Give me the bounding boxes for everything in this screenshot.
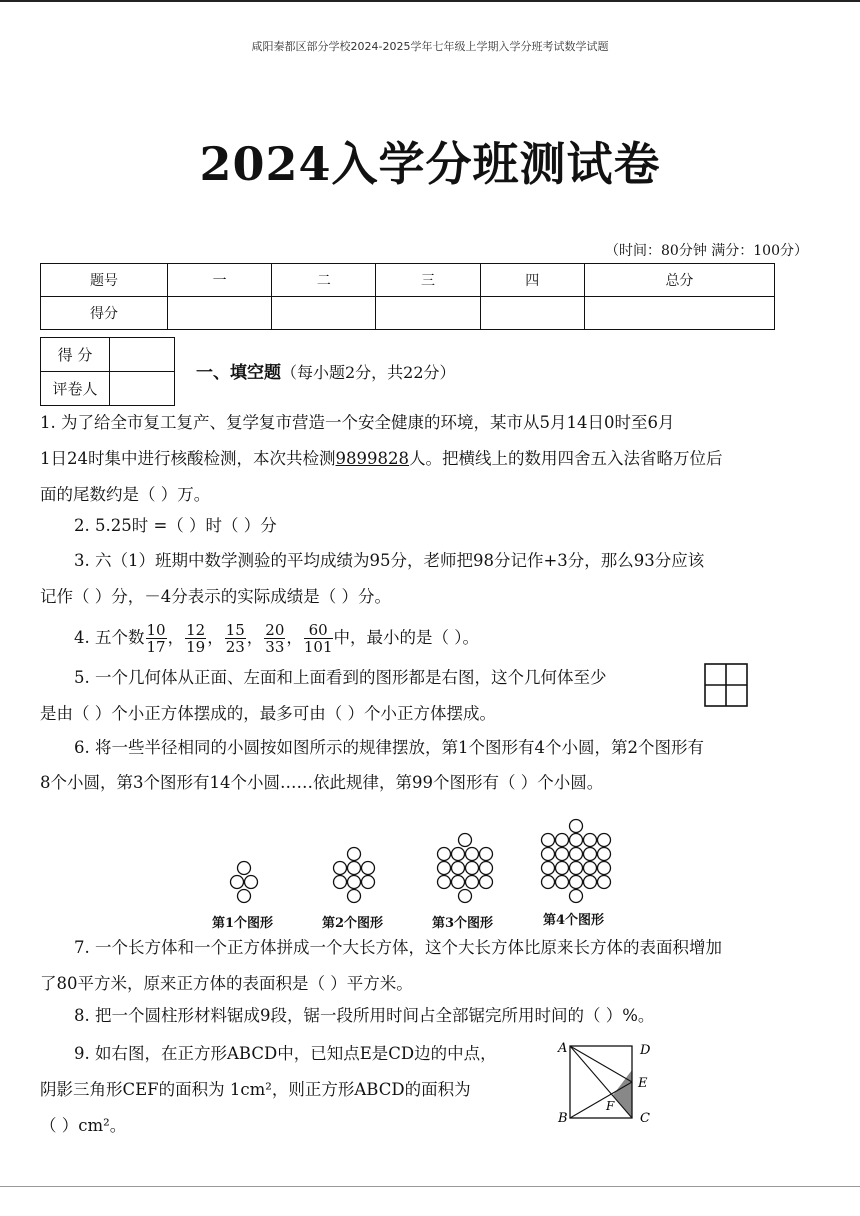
- q6-fig-label-3: 第3个图形: [432, 916, 494, 931]
- q4: 4. 五个数 $\frac{10}{17}$ ， $\frac{12}{19}$ ， $\frac{15}{23}$ ， $\frac{20}{33}$ ， $\frac{60}{101}$ 中，最小的是（ ）。: [74, 621, 480, 656]
- table-cell: 总分: [584, 264, 774, 297]
- pattern-circle: [362, 876, 375, 889]
- grader-name-label: 评卷人: [41, 372, 110, 406]
- q7-line2: 了80平方米，原来正方体的表面积是（ ）平方米。: [40, 974, 413, 993]
- pattern-circle: [598, 834, 611, 847]
- q6-fig-label-1: 第1个图形: [212, 916, 274, 931]
- score-input-cell[interactable]: [480, 297, 584, 330]
- table-cell: 三: [376, 264, 480, 297]
- pattern-circle: [466, 876, 479, 889]
- pattern-circle: [584, 834, 597, 847]
- pattern-circle: [348, 876, 361, 889]
- pattern-circle: [452, 862, 465, 875]
- q6-fig-label-4: 第4个图形: [543, 913, 605, 928]
- section-heading: [196, 358, 456, 383]
- pattern-circle: [238, 890, 251, 903]
- pattern-circle: [438, 876, 451, 889]
- table-cell: 二: [272, 264, 376, 297]
- pattern-circle: [570, 876, 583, 889]
- pattern-circle: [452, 848, 465, 861]
- pattern-circle: [334, 876, 347, 889]
- q5-grid-figure: [704, 663, 748, 707]
- grader-score-label: 得 分: [41, 338, 110, 372]
- pattern-circle: [584, 876, 597, 889]
- label-c: C: [640, 1111, 650, 1126]
- pattern-circle: [452, 876, 465, 889]
- fraction: $\frac{15}{23}$: [225, 621, 245, 656]
- label-d: D: [640, 1043, 651, 1058]
- fraction: $\frac{12}{19}$: [186, 621, 206, 656]
- q4-prefix: 4. 五个数: [74, 628, 145, 647]
- q3-line2: 记作（ ）分，－4分表示的实际成绩是（ ）分。: [40, 587, 391, 606]
- pattern-circle: [570, 862, 583, 875]
- pattern-circle: [598, 862, 611, 875]
- pattern-circle: [480, 876, 493, 889]
- label-f: F: [606, 1099, 615, 1113]
- score-input-cell[interactable]: [584, 297, 774, 330]
- table-cell: 一: [168, 264, 272, 297]
- q9-line2: 阴影三角形CEF的面积为 1cm²，则正方形ABCD的面积为: [40, 1080, 471, 1099]
- section-title: 一、填空题: [196, 363, 281, 383]
- q6-circle-figures: [0, 790, 860, 910]
- q9-line1: 9. 如右图，在正方形ABCD中，已知点E是CD边的中点，: [74, 1044, 497, 1063]
- pattern-circle: [570, 848, 583, 861]
- q1-line1: 1. 为了给全市复工复产、复学复市营造一个安全健康的环境，某市从5月14日0时至6月: [40, 413, 675, 432]
- pattern-circle: [480, 848, 493, 861]
- page-header: 咸阳秦都区部分学校2024-2025学年七年级上学期入学分班考试数学试题: [251, 40, 609, 53]
- pattern-circle: [362, 862, 375, 875]
- q5-line1: 5. 一个几何体从正面、左面和上面看到的图形都是右图，这个几何体至少: [74, 668, 607, 687]
- q1-line3: 面的尾数约是（ ）万。: [40, 485, 211, 504]
- label-a: A: [558, 1041, 568, 1056]
- exam-title: 2024入学分班测试卷: [199, 137, 661, 191]
- pattern-circle: [570, 890, 583, 903]
- section-note: （每小题2分，共22分）: [281, 363, 456, 382]
- pattern-circle: [480, 862, 493, 875]
- bottom-rule: [0, 1186, 860, 1187]
- pattern-circle: [598, 848, 611, 861]
- pattern-circle: [570, 834, 583, 847]
- q7-line1: 7. 一个长方体和一个正方体拼成一个大长方体，这个大长方体比原来长方体的表面积增加: [74, 938, 722, 957]
- exam-meta: （时间：80分钟 满分：100分）: [605, 243, 808, 259]
- q4-suffix: 中，最小的是（ ）。: [333, 628, 480, 647]
- q9-line3: （ ）cm²。: [40, 1116, 127, 1135]
- pattern-circle: [466, 848, 479, 861]
- q3-line1: 3. 六（1）班期中数学测验的平均成绩为95分，老师把98分记作+3分，那么93分应该: [74, 551, 705, 570]
- q6-fig-label-2: 第2个图形: [322, 916, 384, 931]
- q1-text: 人。把横线上的数用四舍五入法省略万位后: [409, 449, 723, 468]
- pattern-circle: [348, 862, 361, 875]
- pattern-circle: [542, 862, 555, 875]
- table-row: [41, 264, 775, 297]
- q6-line1: 6. 将一些半径相同的小圆按如图所示的规律摆放，第1个图形有4个小圆，第2个图形有: [74, 738, 704, 757]
- pattern-circle: [438, 862, 451, 875]
- grader-name-cell[interactable]: [110, 372, 175, 406]
- grader-score-cell[interactable]: [110, 338, 175, 372]
- pattern-circle: [556, 834, 569, 847]
- score-input-cell[interactable]: [376, 297, 480, 330]
- pattern-circle: [570, 820, 583, 833]
- q9-square-figure: [552, 1038, 662, 1128]
- fraction: $\frac{60}{101}$: [303, 621, 333, 656]
- label-e: E: [638, 1076, 648, 1091]
- table-row: [41, 297, 775, 330]
- q8: 8. 把一个圆柱形材料锯成9段，锯一段所用时间占全部锯完所用时间的（ ）%。: [74, 1006, 655, 1025]
- score-input-cell[interactable]: [168, 297, 272, 330]
- pattern-circle: [584, 848, 597, 861]
- q1-line2: [40, 441, 775, 477]
- top-rule: [0, 0, 860, 2]
- pattern-circle: [542, 876, 555, 889]
- pattern-circle: [584, 862, 597, 875]
- score-table: [40, 263, 775, 330]
- pattern-circle: [598, 876, 611, 889]
- fraction: $\frac{10}{17}$: [146, 621, 166, 656]
- pattern-circle: [459, 890, 472, 903]
- q1-number: 9899828: [335, 449, 409, 468]
- table-cell: 题号: [41, 264, 168, 297]
- pattern-circle: [438, 848, 451, 861]
- pattern-circle: [542, 834, 555, 847]
- pattern-circle: [334, 862, 347, 875]
- label-b: B: [558, 1111, 568, 1126]
- shaded-triangle: [613, 1070, 632, 1118]
- pattern-circle: [556, 876, 569, 889]
- q2: 2. 5.25时 =（ ）时（ ）分: [74, 516, 277, 535]
- pattern-circle: [556, 862, 569, 875]
- pattern-circle: [556, 848, 569, 861]
- q1-text: 1日24时集中进行核酸检测，本次共检测: [40, 449, 336, 468]
- pattern-circle: [238, 862, 251, 875]
- pattern-circle: [466, 862, 479, 875]
- pattern-circle: [542, 848, 555, 861]
- table-cell: 得分: [41, 297, 168, 330]
- q5-line2: 是由（ ）个小正方体摆成的，最多可由（ ）个小正方体摆成。: [40, 704, 496, 723]
- pattern-circle: [231, 876, 244, 889]
- pattern-circle: [348, 848, 361, 861]
- fraction: $\frac{20}{33}$: [265, 621, 285, 656]
- q6-line2: 8个小圆，第3个图形有14个小圆……依此规律，第99个图形有（ ）个小圆。: [40, 773, 604, 792]
- table-cell: 四: [480, 264, 584, 297]
- pattern-circle: [459, 834, 472, 847]
- score-input-cell[interactable]: [272, 297, 376, 330]
- pattern-circle: [245, 876, 258, 889]
- pattern-circle: [348, 890, 361, 903]
- grader-box: [40, 337, 175, 406]
